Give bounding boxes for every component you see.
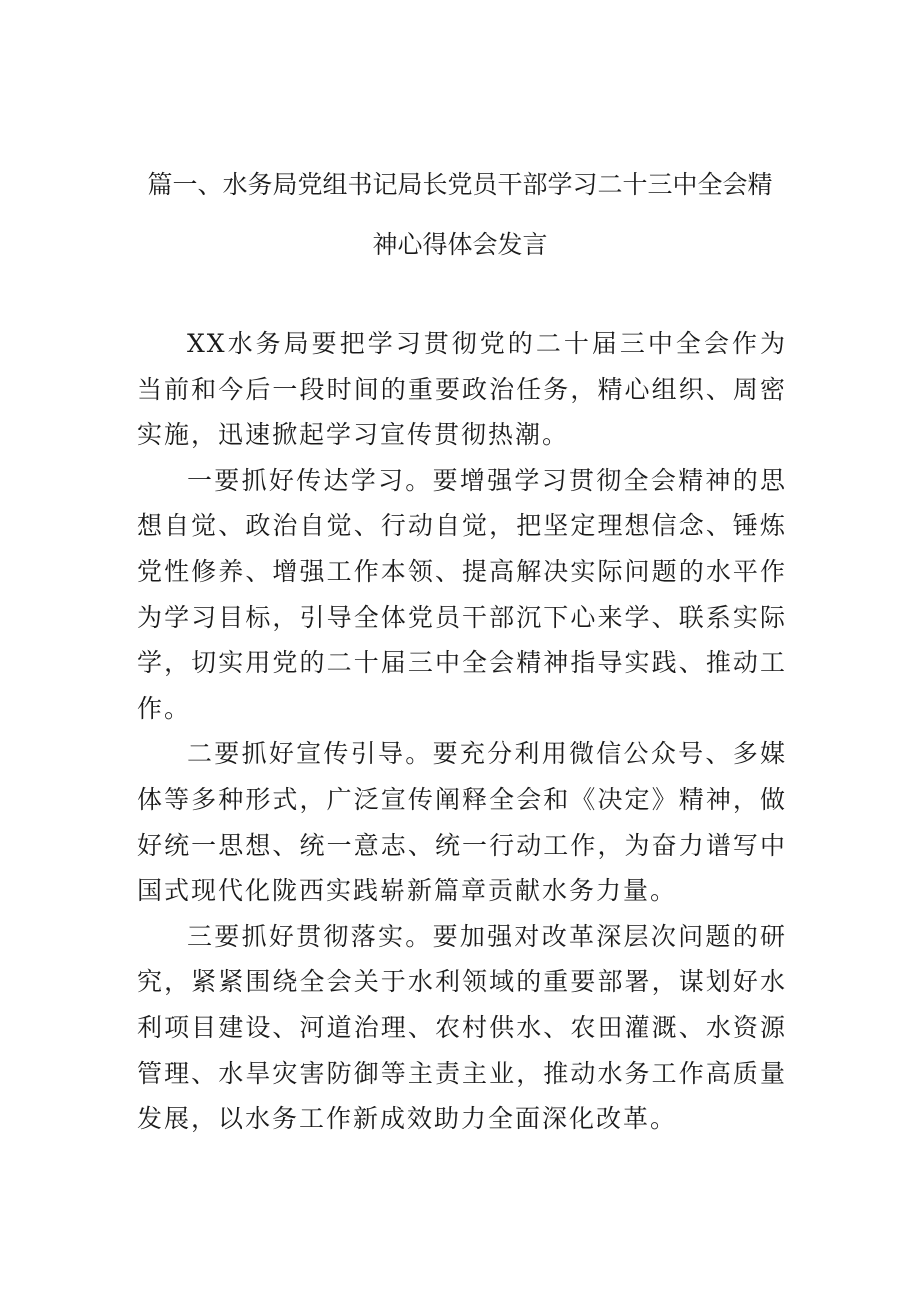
- paragraph-point-3: 三要抓好贯彻落实。要加强对改革深层次问题的研究，紧紧围绕全会关于水利领域的重要部署，谋划好水利项目建设、河道治理、农村供水、农田灌溉、水资源管理、水旱灾害防御等主责主业，推动水务工作高质量发展，以水务工作新成效助力全面深化改革。: [137, 921, 787, 1134]
- paragraph-point-1: 一要抓好传达学习。要增强学习贯彻全会精神的思想自觉、政治自觉、行动自觉，把坚定理想信念、锤炼党性修养、增强工作本领、提高解决实际问题的水平作为学习目标，引导全体党员干部沉下心来学、联系实际学，切实用党的二十届三中全会精神指导实践、推动工作。: [137, 465, 787, 723]
- document-title-line-1: 篇一、水务局党组书记局长党员干部学习二十三中全会精: [147, 170, 773, 199]
- document-body: [137, 321, 787, 1142]
- document-title-line-2: 神心得体会发言: [372, 230, 548, 259]
- paragraph-intro: XX水务局要把学习贯彻党的二十届三中全会作为当前和今后一段时间的重要政治任务，精心组织、周密实施，迅速掀起学习宣传贯彻热潮。: [137, 329, 787, 450]
- paragraph-point-2: 二要抓好宣传引导。要充分利用微信公众号、多媒体等多种形式，广泛宣传阐释全会和《决定》精神，做好统一思想、统一意志、统一行动工作，为奋力谱写中国式现代化陇西实践崭新篇章贡献水务力量。: [137, 739, 787, 906]
